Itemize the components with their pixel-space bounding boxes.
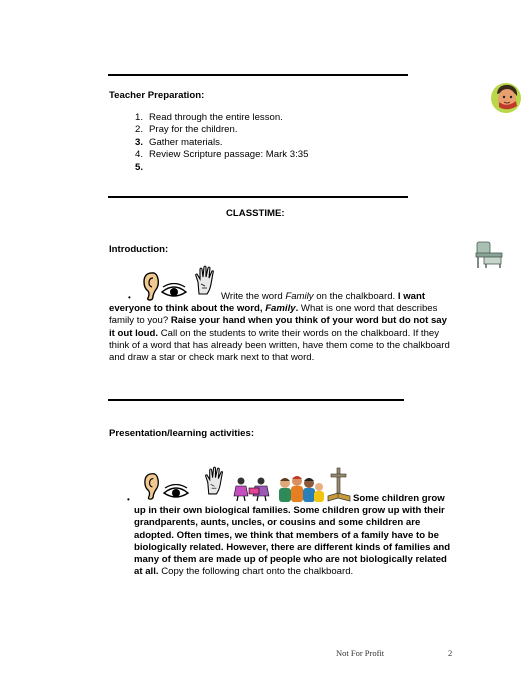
list-item: 2. Pray for the children. (134, 124, 238, 136)
footer-text: Not For Profit (336, 648, 385, 658)
face-icon (489, 80, 523, 116)
classtime-heading: CLASSTIME: (226, 208, 285, 219)
section-rule (108, 196, 408, 198)
top-rule (108, 74, 408, 76)
introduction-heading: Introduction: (109, 244, 169, 255)
presentation-bullet: • (127, 495, 130, 504)
list-item: 4. Review Scripture passage: Mark 3:35 (134, 149, 309, 161)
teacher-prep-heading: Teacher Preparation: (109, 90, 205, 101)
list-item: 1. Read through the entire lesson. (134, 112, 283, 123)
list-item: 5. (134, 161, 143, 173)
hand-icon (203, 465, 226, 496)
list-item: 3. Gather materials. (134, 136, 223, 148)
presentation-heading: Presentation/learning activities: (109, 428, 255, 439)
classroom-desk-icon (474, 240, 506, 270)
section-rule (108, 399, 404, 401)
introduction-paragraph: Write the word Family on the chalkboard. I want everyone to think about the word, Family. What is one word that describes family to you? Raise your hand when you think of your word but do not say it out loud. Call on the students to write their words on the chalkboard. If they think of a word that has already been written, have them come to the chalkboard and draw a star or check mark next to that word. (109, 291, 450, 364)
page-number: 2 (448, 648, 453, 658)
presentation-paragraph: Some children grow up in their own biological families. Some children grow up with their grandparents, aunts, uncles, or cousins and some children are adopted. Often times, we think that members of a family have to be biologically related. However, there are different kinds of families and many of them are made up of people who are not biologically related at all. Copy the following chart onto the chalkboard. (134, 493, 451, 578)
introduction-bullet: • (128, 293, 131, 302)
teacher-prep-list (124, 112, 308, 174)
